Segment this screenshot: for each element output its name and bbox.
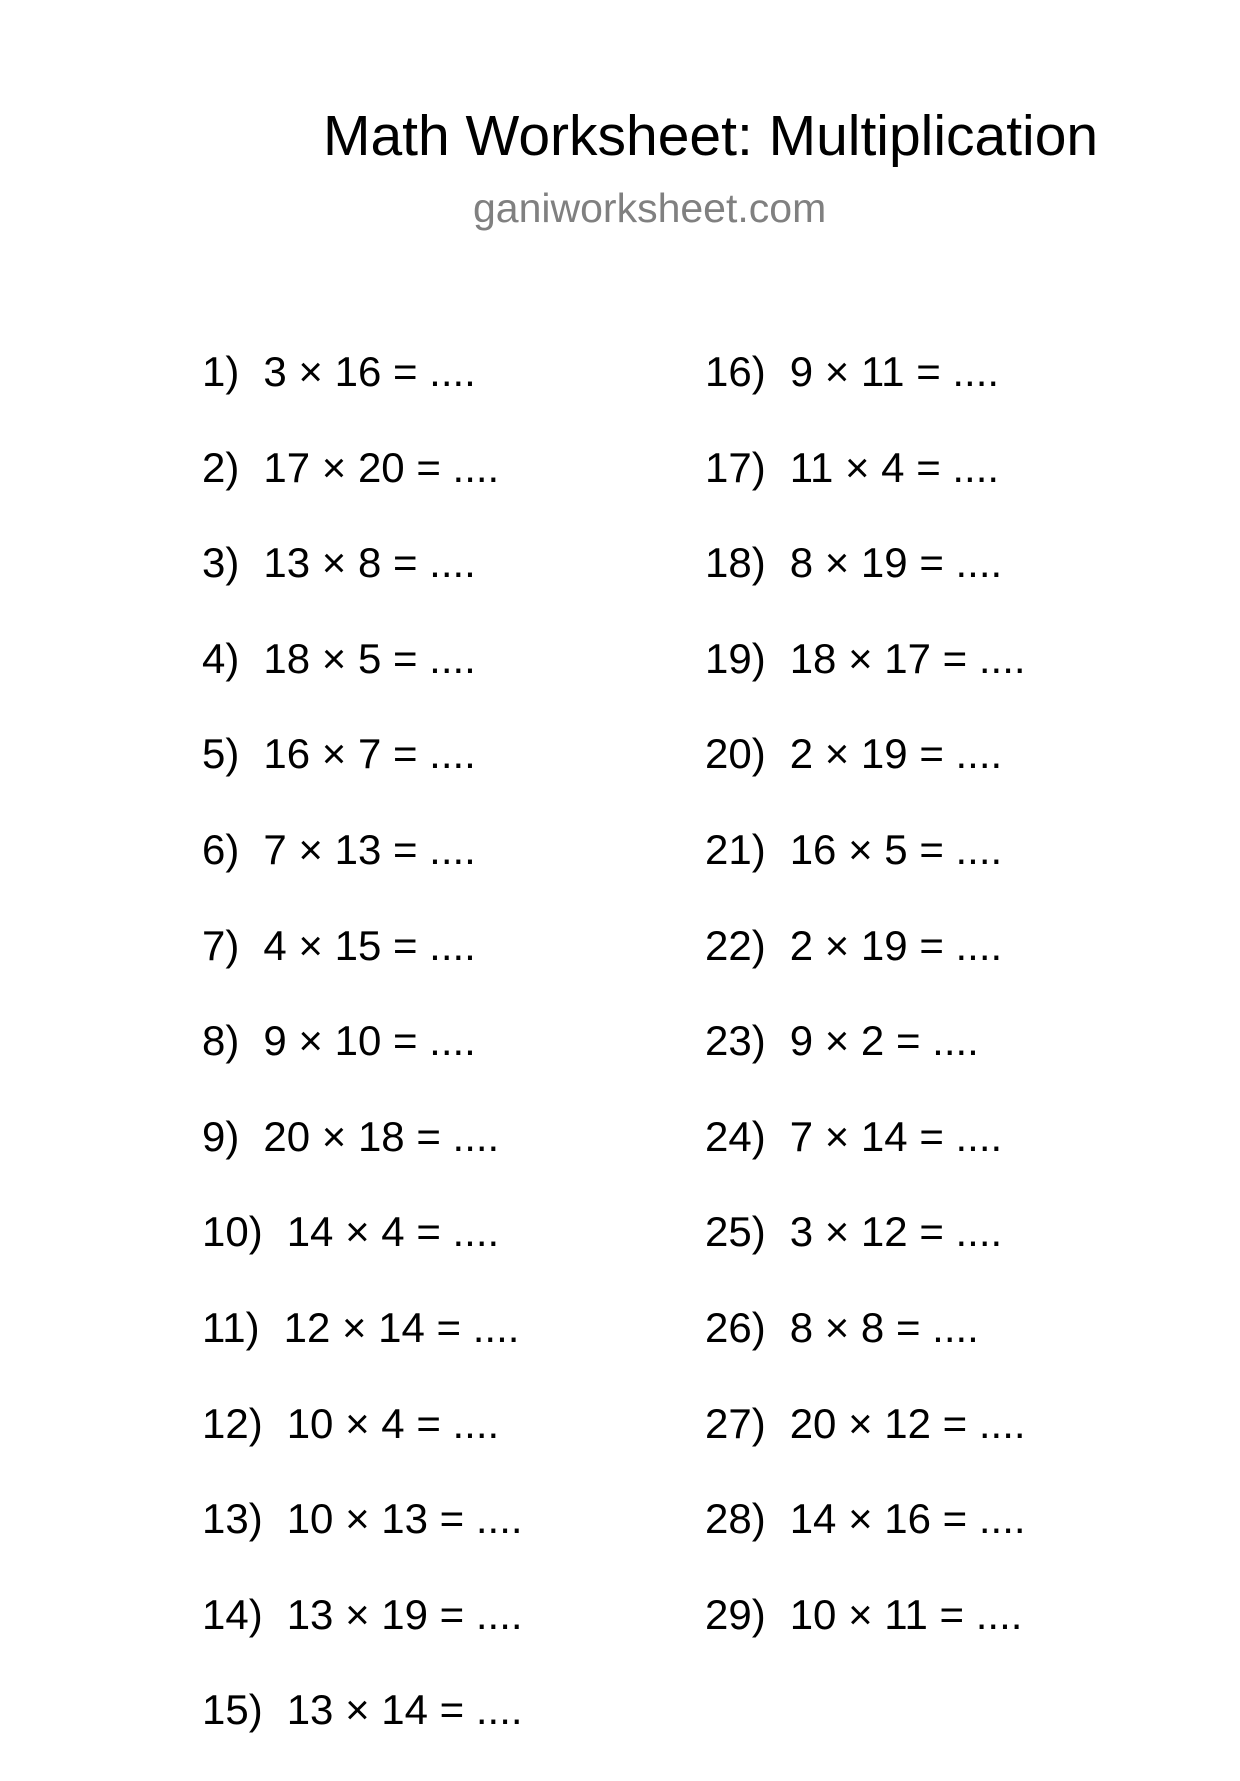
problem-item [202, 443, 523, 539]
problem-expression: 3 × 12 = .... [789, 1208, 1003, 1256]
problem-number: 26) [705, 1303, 766, 1351]
problem-number: 5) [202, 730, 240, 778]
problem-number: 18) [705, 539, 766, 587]
problem-item [705, 729, 1026, 825]
problem-number: 17) [705, 443, 766, 491]
problem-expression: 14 × 16 = .... [789, 1495, 1026, 1543]
problem-item [202, 1685, 523, 1781]
problem-expression: 16 × 5 = .... [789, 825, 1003, 873]
problem-item [202, 825, 523, 921]
problem-expression: 14 × 4 = .... [286, 1208, 500, 1256]
problem-expression: 20 × 12 = .... [789, 1399, 1026, 1447]
problem-expression: 3 × 16 = .... [263, 348, 476, 395]
problem-number: 29) [705, 1590, 766, 1638]
problem-item [202, 1207, 523, 1303]
problem-expression: 13 × 19 = .... [286, 1590, 523, 1638]
problem-item [705, 1494, 1026, 1590]
worksheet-title: Math Worksheet: Multiplication [323, 104, 1099, 168]
problem-number: 14) [202, 1590, 263, 1638]
problem-expression: 18 × 5 = .... [263, 634, 476, 682]
worksheet-source: ganiworksheet.com [473, 185, 827, 231]
problem-item [705, 538, 1026, 634]
problem-expression: 9 × 11 = .... [789, 348, 1000, 395]
problem-number: 22) [705, 921, 766, 969]
problem-expression: 12 × 14 = .... [283, 1303, 520, 1351]
problem-item [705, 1590, 1026, 1686]
problem-number: 27) [705, 1399, 766, 1447]
problem-item [202, 1399, 523, 1495]
problem-item [202, 1590, 523, 1686]
problem-expression: 10 × 4 = .... [286, 1399, 500, 1447]
problem-item [202, 729, 523, 825]
problem-expression: 8 × 8 = .... [789, 1303, 979, 1351]
problem-number: 16) [705, 348, 766, 395]
problem-number: 12) [202, 1399, 263, 1447]
problem-number: 8) [202, 1017, 240, 1065]
problem-expression: 7 × 14 = .... [789, 1112, 1003, 1160]
problem-expression: 11 × 4 = .... [789, 443, 1000, 491]
problem-number: 25) [705, 1208, 766, 1256]
problem-expression: 9 × 2 = .... [789, 1017, 979, 1065]
problem-number: 15) [202, 1686, 263, 1734]
problem-expression: 2 × 19 = .... [789, 730, 1003, 778]
problem-item [705, 1016, 1026, 1112]
problem-expression: 13 × 14 = .... [286, 1686, 523, 1734]
problem-expression: 20 × 18 = .... [263, 1112, 500, 1160]
problem-item [705, 1303, 1026, 1399]
problem-expression: 17 × 20 = .... [263, 443, 500, 491]
problem-number: 9) [202, 1112, 240, 1160]
problem-number: 28) [705, 1495, 766, 1543]
problem-number: 21) [705, 825, 766, 873]
problem-expression: 16 × 7 = .... [263, 730, 476, 778]
problem-expression: 9 × 10 = .... [263, 1017, 476, 1065]
problem-expression: 7 × 13 = .... [263, 825, 476, 873]
problem-item [705, 1207, 1026, 1303]
problem-expression: 13 × 8 = .... [263, 539, 476, 587]
problem-item [202, 921, 523, 1017]
problem-item [705, 1399, 1026, 1495]
problem-number: 24) [705, 1112, 766, 1160]
problem-number: 10) [202, 1208, 263, 1256]
problem-number: 2) [202, 443, 240, 491]
problem-item [202, 1494, 523, 1590]
problem-number: 23) [705, 1017, 766, 1065]
problem-expression: 8 × 19 = .... [789, 539, 1003, 587]
problem-number: 13) [202, 1495, 263, 1543]
problem-expression: 18 × 17 = .... [789, 634, 1026, 682]
problem-number: 3) [202, 539, 240, 587]
problem-number: 4) [202, 634, 240, 682]
problem-column-right [705, 347, 1026, 1685]
problem-expression: 4 × 15 = .... [263, 921, 476, 969]
problem-item [202, 347, 523, 443]
problem-number: 7) [202, 921, 240, 969]
problem-number: 20) [705, 730, 766, 778]
problem-item [705, 921, 1026, 1017]
problem-number: 1) [202, 348, 240, 395]
problem-number: 19) [705, 634, 766, 682]
problem-item [705, 1112, 1026, 1208]
problem-item [202, 1016, 523, 1112]
problem-item [202, 1303, 523, 1399]
problem-item [202, 634, 523, 730]
problem-item [705, 443, 1026, 539]
problem-expression: 10 × 13 = .... [286, 1495, 523, 1543]
problem-item [705, 825, 1026, 921]
problem-expression: 2 × 19 = .... [789, 921, 1003, 969]
problem-number: 6) [202, 825, 240, 873]
problem-item [705, 634, 1026, 730]
problem-item [202, 1112, 523, 1208]
problem-item [705, 347, 1026, 443]
problem-expression: 10 × 11 = .... [789, 1590, 1023, 1638]
problem-number: 11) [202, 1303, 260, 1351]
problem-column-left [202, 347, 523, 1781]
problem-item [202, 538, 523, 634]
